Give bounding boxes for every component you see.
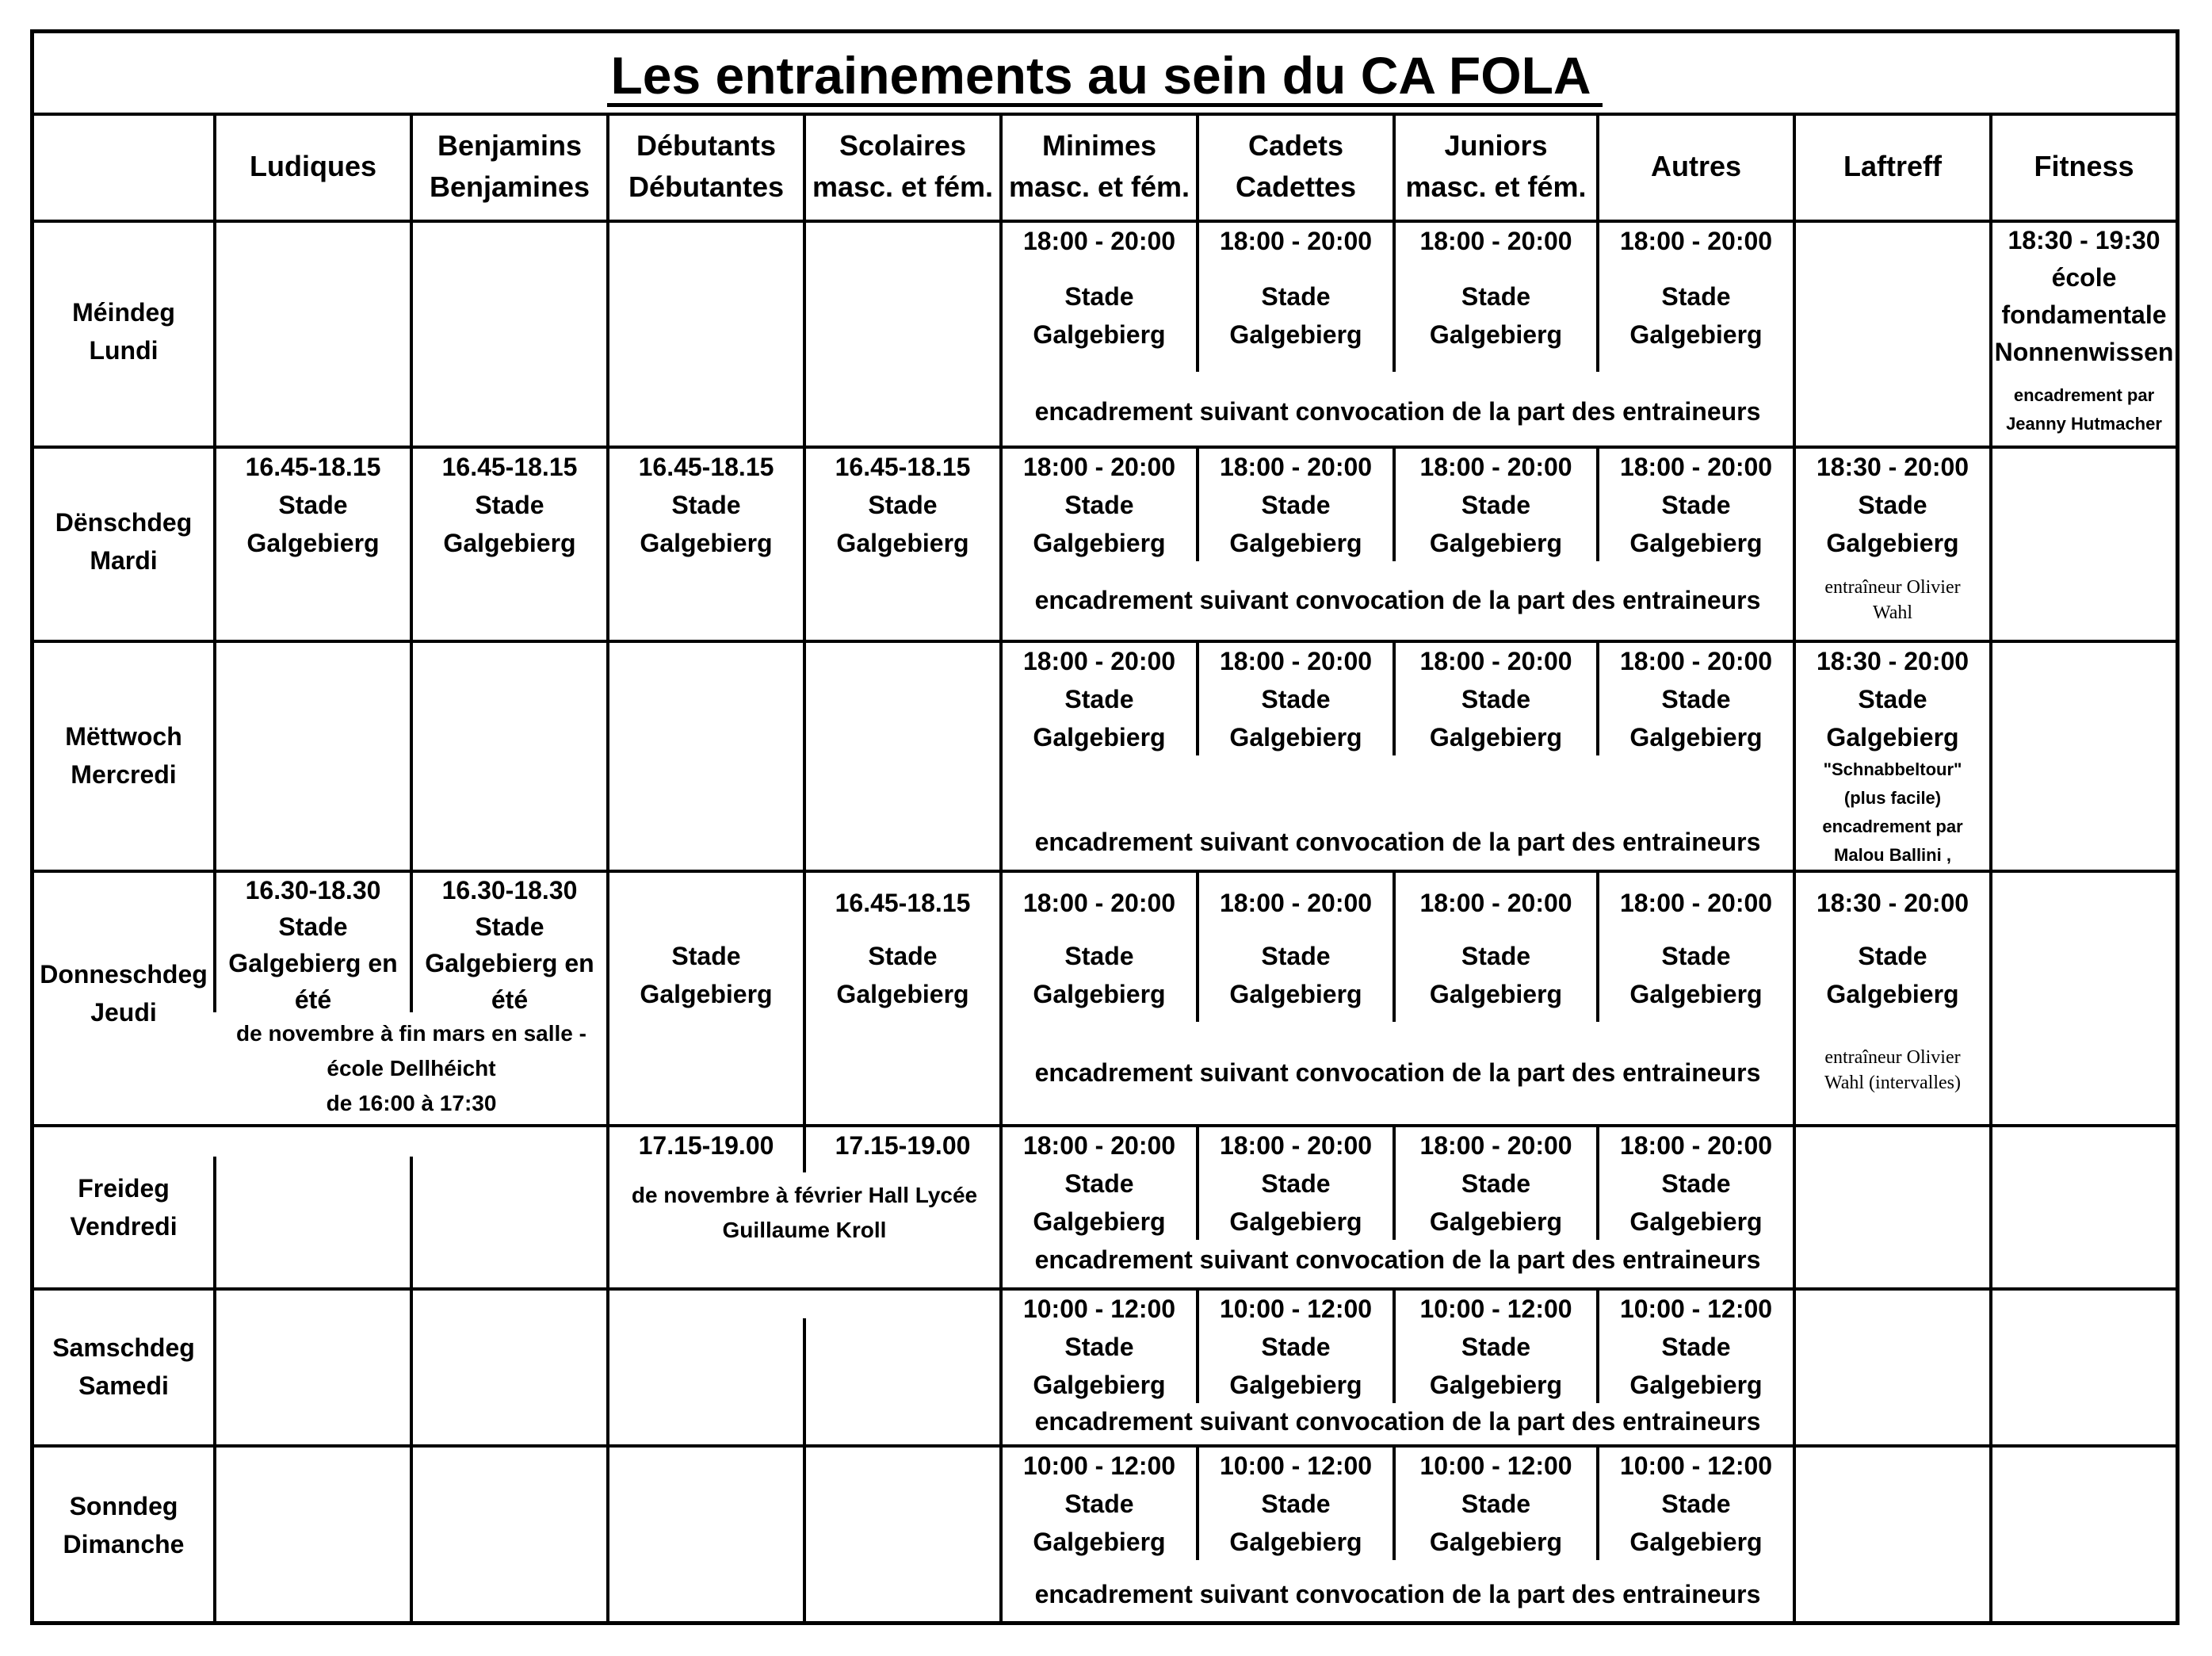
slot-place: Galgebierg xyxy=(1826,723,1959,752)
slot-place: Galgebierg xyxy=(1429,1528,1563,1556)
slot-place: Galgebierg xyxy=(1629,723,1763,752)
winter-line3: de 16:00 à 17:30 xyxy=(326,1091,497,1115)
thu-cadets xyxy=(1199,884,1393,1013)
slot-place: Galgebierg xyxy=(836,980,969,1008)
slot-stade: Stade xyxy=(1064,942,1134,970)
sun-cadets xyxy=(1199,1447,1393,1561)
slot-place: Galgebierg xyxy=(640,529,773,557)
slot-time: 18:00 - 20:00 xyxy=(1219,227,1373,255)
day-friday-fr: Vendredi xyxy=(70,1212,178,1241)
slot-place: Galgebierg xyxy=(1429,1371,1563,1399)
mon-fitness-note xyxy=(1992,381,2176,438)
slot-stade: Stade xyxy=(671,491,741,519)
slot-time: 18:00 - 20:00 xyxy=(1419,889,1572,917)
slot-stade: Stade xyxy=(1261,282,1331,311)
day-tuesday-lu: Dënschdeg xyxy=(55,508,193,537)
slot-time: 18:00 - 20:00 xyxy=(1619,889,1773,917)
col-line-1 xyxy=(213,113,216,1625)
fri-encadrement: encadrement suivant convocation de la part des entraineurs xyxy=(1034,1245,1761,1274)
fitness-note1: encadrement par xyxy=(2013,385,2155,405)
slot-stade: Stade xyxy=(1261,491,1331,519)
slot-place: Galgebierg xyxy=(1429,529,1563,557)
slot-time: 10:00 - 12:00 xyxy=(1419,1295,1572,1323)
slot-stade: Stade xyxy=(1261,1169,1331,1198)
wed-cadets xyxy=(1199,642,1393,756)
slot-place: Galgebierg xyxy=(1033,1528,1166,1556)
day-saturday-lu: Samschdeg xyxy=(52,1333,195,1362)
slot-season: été xyxy=(491,985,529,1014)
tue-encadrement: encadrement suivant convocation de la part des entraineurs xyxy=(1034,586,1761,614)
sat-autres xyxy=(1599,1290,1793,1404)
slot-time: 16.45-18.15 xyxy=(441,453,578,481)
note-line4: Malou Ballini , xyxy=(1834,845,1951,865)
slot-time: 10:00 - 12:00 xyxy=(1022,1295,1176,1323)
slot-stade: Stade xyxy=(1064,491,1134,519)
slot-stade: Stade xyxy=(278,912,348,941)
fitness-line3: Nonnenwissen xyxy=(1994,338,2174,366)
slot-stade: Stade xyxy=(1064,1333,1134,1361)
slot-stade: Stade xyxy=(1461,1490,1531,1518)
slot-stade: Stade xyxy=(1661,1169,1731,1198)
tue-laftreff xyxy=(1796,448,1989,562)
winter-line2: école Dellhéicht xyxy=(327,1056,496,1080)
tue-ludiques xyxy=(216,448,410,562)
header-scolaires-line1: Scolaires xyxy=(839,129,967,162)
slot-place: Galgebierg xyxy=(1229,529,1362,557)
slot-stade: Stade xyxy=(1661,942,1731,970)
sat-minimes xyxy=(1003,1290,1196,1404)
slot-time: 10:00 - 12:00 xyxy=(1619,1451,1773,1480)
wed-laftreff-note xyxy=(1796,755,1989,870)
day-wednesday-fr: Mercredi xyxy=(71,760,177,789)
slot-stade: Stade xyxy=(1461,1333,1531,1361)
slot-time: 18:00 - 20:00 xyxy=(1022,453,1176,481)
slot-time: 18:00 - 20:00 xyxy=(1419,1131,1572,1160)
slot-stade: Stade xyxy=(1661,1490,1731,1518)
slot-place: Galgebierg xyxy=(1033,320,1166,349)
header-cadets xyxy=(1199,125,1393,208)
fitness-line1: école xyxy=(2051,263,2117,292)
header-debutants-line1: Débutants xyxy=(636,129,776,162)
note-line3: encadrement par xyxy=(1822,817,1963,836)
slot-time: 18:00 - 20:00 xyxy=(1419,453,1572,481)
slot-place: Galgebierg xyxy=(1033,980,1166,1008)
sat-juniors xyxy=(1396,1290,1596,1404)
slot-stade: Stade xyxy=(1261,942,1331,970)
slot-stade: Stade xyxy=(868,942,938,970)
slot-place: Galgebierg xyxy=(1033,723,1166,752)
slot-time: 10:00 - 12:00 xyxy=(1022,1451,1176,1480)
slot-place: Galgebierg xyxy=(836,529,969,557)
header-cadets-line2: Cadettes xyxy=(1235,170,1357,203)
slot-stade: Stade xyxy=(1461,685,1531,713)
slot-stade: Stade xyxy=(475,491,544,519)
slot-stade: Stade xyxy=(475,912,544,941)
slot-place: Galgebierg xyxy=(1229,320,1362,349)
mon-juniors xyxy=(1396,222,1596,354)
header-juniors-line1: Juniors xyxy=(1444,129,1548,162)
col-line-3 xyxy=(606,113,609,1625)
page-title xyxy=(34,33,2176,116)
fitness-note2: Jeanny Hutmacher xyxy=(2006,414,2162,434)
fri-debutants-time: 17.15-19.00 xyxy=(638,1131,774,1160)
fri-minimes xyxy=(1003,1126,1196,1241)
sun-minimes xyxy=(1003,1447,1196,1561)
header-laftreff: Laftreff xyxy=(1843,150,1942,182)
mon-autres xyxy=(1599,222,1793,354)
slot-stade: Stade xyxy=(671,942,741,970)
day-saturday xyxy=(34,1329,213,1405)
fri-note-line2: Guillaume Kroll xyxy=(722,1218,887,1242)
mon-minimes xyxy=(1003,222,1196,354)
thu-encadrement: encadrement suivant convocation de la part des entraineurs xyxy=(1034,1058,1761,1087)
slot-stade: Stade xyxy=(1661,491,1731,519)
slot-time: 16.45-18.15 xyxy=(835,889,971,917)
slot-time: 18:00 - 20:00 xyxy=(1419,647,1572,675)
sun-autres xyxy=(1599,1447,1793,1561)
header-minimes-line1: Minimes xyxy=(1041,129,1157,162)
fri-scolaires-time: 17.15-19.00 xyxy=(835,1131,971,1160)
col-line-2 xyxy=(410,113,413,1625)
slot-stade: Stade xyxy=(1261,1490,1331,1518)
slot-stade: Stade xyxy=(278,491,348,519)
slot-time: 18:00 - 20:00 xyxy=(1022,227,1176,255)
slot-place: Galgebierg xyxy=(1229,1207,1362,1236)
coach-line1: entraîneur Olivier xyxy=(1824,1047,1961,1068)
mon-encadrement: encadrement suivant convocation de la part des entraineurs xyxy=(1034,397,1761,426)
header-benjamins xyxy=(413,125,606,208)
thu-autres xyxy=(1599,884,1793,1013)
day-wednesday-lu: Mëttwoch xyxy=(65,722,182,751)
day-monday xyxy=(34,293,213,369)
slot-place: Galgebierg en xyxy=(228,949,398,977)
thu-scolaires xyxy=(806,884,999,1013)
col-line-4 xyxy=(803,113,806,1625)
slot-stade: Stade xyxy=(1461,282,1531,311)
note-line1: "Schnabbeltour" xyxy=(1823,759,1962,779)
wed-encadrement: encadrement suivant convocation de la part des entraineurs xyxy=(1034,828,1761,856)
slot-stade: Stade xyxy=(1461,1169,1531,1198)
sun-juniors xyxy=(1396,1447,1596,1561)
slot-stade: Stade xyxy=(1661,685,1731,713)
slot-stade: Stade xyxy=(1661,282,1731,311)
header-benjamins-line2: Benjamines xyxy=(429,170,590,203)
slot-place: Galgebierg xyxy=(1629,1371,1763,1399)
sat-encadrement: encadrement suivant convocation de la part des entraineurs xyxy=(1034,1407,1761,1436)
slot-place: Galgebierg xyxy=(1033,1207,1166,1236)
header-minimes xyxy=(1003,125,1196,208)
schedule-table xyxy=(30,29,2180,1625)
sat-cadets xyxy=(1199,1290,1393,1404)
slot-time: 16.45-18.15 xyxy=(835,453,971,481)
header-fitness: Fitness xyxy=(2034,150,2134,182)
slot-stade: Stade xyxy=(1064,1490,1134,1518)
slot-time: 18:00 - 20:00 xyxy=(1219,1131,1373,1160)
thu-ludiques xyxy=(216,872,410,1018)
wed-minimes xyxy=(1003,642,1196,756)
tue-scolaires xyxy=(806,448,999,562)
slot-time: 10:00 - 12:00 xyxy=(1419,1451,1572,1480)
tue-autres xyxy=(1599,448,1793,562)
slot-time: 18:30 - 20:00 xyxy=(1816,453,1969,481)
tue-minimes xyxy=(1003,448,1196,562)
tue-laftreff-coach xyxy=(1796,575,1989,625)
slot-place: Galgebierg xyxy=(1229,980,1362,1008)
slot-place: Galgebierg xyxy=(1429,980,1563,1008)
slot-stade: Stade xyxy=(1461,491,1531,519)
slot-time: 10:00 - 12:00 xyxy=(1219,1451,1373,1480)
slot-place: Galgebierg xyxy=(246,529,380,557)
slot-time: 18:00 - 20:00 xyxy=(1619,453,1773,481)
fri-autres xyxy=(1599,1126,1793,1241)
slot-stade: Stade xyxy=(1661,1333,1731,1361)
header-scolaires xyxy=(806,125,999,208)
header-debutants-line2: Débutantes xyxy=(628,170,785,203)
thu-laftreff xyxy=(1796,884,1989,1013)
slot-season: été xyxy=(294,985,332,1014)
slot-place: Galgebierg xyxy=(1629,980,1763,1008)
slot-place: Galgebierg xyxy=(1826,980,1959,1008)
day-thursday xyxy=(34,955,213,1031)
slot-stade: Stade xyxy=(1858,685,1927,713)
slot-place: Galgebierg en xyxy=(425,949,594,977)
slot-time: 18:00 - 20:00 xyxy=(1219,647,1373,675)
header-autres: Autres xyxy=(1650,150,1742,182)
slot-stade: Stade xyxy=(868,491,938,519)
sun-encadrement: encadrement suivant convocation de la part des entraineurs xyxy=(1034,1580,1761,1608)
slot-time: 18:30 - 20:00 xyxy=(1816,647,1969,675)
slot-place: Galgebierg xyxy=(1429,320,1563,349)
day-monday-lu: Méindeg xyxy=(72,298,175,327)
day-friday xyxy=(34,1169,213,1245)
slot-place: Galgebierg xyxy=(1629,1207,1763,1236)
day-tuesday-fr: Mardi xyxy=(90,546,158,575)
title-text: Les entrainements au sein du CA FOLA xyxy=(607,49,1602,107)
fitness-line2: fondamentale xyxy=(2001,300,2167,329)
slot-time: 18:00 - 20:00 xyxy=(1022,1131,1176,1160)
fri-juniors xyxy=(1396,1126,1596,1241)
slot-stade: Stade xyxy=(1064,685,1134,713)
thu-winter-note xyxy=(216,1016,606,1121)
slot-time: 18:00 - 20:00 xyxy=(1619,1131,1773,1160)
day-sunday-lu: Sonndeg xyxy=(69,1492,178,1520)
slot-place: Galgebierg xyxy=(1033,529,1166,557)
slot-place: Galgebierg xyxy=(1629,320,1763,349)
slot-time: 10:00 - 12:00 xyxy=(1619,1295,1773,1323)
thu-minimes xyxy=(1003,884,1196,1013)
day-sunday-fr: Dimanche xyxy=(63,1530,185,1558)
slot-time: 18:00 - 20:00 xyxy=(1619,647,1773,675)
slot-place: Galgebierg xyxy=(1229,1371,1362,1399)
header-juniors xyxy=(1396,125,1596,208)
day-tuesday xyxy=(34,503,213,579)
slot-stade: Stade xyxy=(1858,491,1927,519)
slot-place: Galgebierg xyxy=(1429,1207,1563,1236)
slot-time: 18:00 - 20:00 xyxy=(1219,889,1373,917)
day-wednesday xyxy=(34,717,213,794)
header-juniors-line2: masc. et fém. xyxy=(1405,170,1587,203)
slot-place: Galgebierg xyxy=(1629,529,1763,557)
header-ludiques: Ludiques xyxy=(250,150,376,182)
wed-laftreff xyxy=(1796,642,1989,756)
slot-time: 18:00 - 20:00 xyxy=(1219,453,1373,481)
header-debutants xyxy=(609,125,803,208)
coach-line2: Wahl (intervalles) xyxy=(1824,1073,1961,1093)
slot-time: 16.30-18.30 xyxy=(245,876,381,904)
fitness-time: 18:30 - 19:30 xyxy=(2008,226,2160,254)
tue-juniors xyxy=(1396,448,1596,562)
slot-stade: Stade xyxy=(1064,282,1134,311)
wed-juniors xyxy=(1396,642,1596,756)
thu-juniors xyxy=(1396,884,1596,1013)
slot-place: Galgebierg xyxy=(443,529,576,557)
header-cadets-line1: Cadets xyxy=(1247,129,1344,162)
slot-stade: Stade xyxy=(1461,942,1531,970)
slot-place: Galgebierg xyxy=(1229,723,1362,752)
slot-place: Galgebierg xyxy=(1429,723,1563,752)
thu-debutants xyxy=(609,937,803,1013)
header-benjamins-line1: Benjamins xyxy=(437,129,583,162)
header-minimes-line2: masc. et fém. xyxy=(1008,170,1190,203)
slot-time: 16.30-18.30 xyxy=(441,876,578,904)
slot-stade: Stade xyxy=(1064,1169,1134,1198)
thu-benjamins xyxy=(413,872,606,1018)
thu-laftreff-coach xyxy=(1796,1045,1989,1096)
slot-time: 18:30 - 20:00 xyxy=(1816,889,1969,917)
slot-time: 18:00 - 20:00 xyxy=(1022,647,1176,675)
day-sunday xyxy=(34,1487,213,1563)
slot-place: Galgebierg xyxy=(640,980,773,1008)
slot-time: 10:00 - 12:00 xyxy=(1219,1295,1373,1323)
mon-cadets xyxy=(1199,222,1393,354)
fri-cadets xyxy=(1199,1126,1393,1241)
slot-time: 18:00 - 20:00 xyxy=(1022,889,1176,917)
winter-line1: de novembre à fin mars en salle - xyxy=(236,1021,586,1046)
slot-place: Galgebierg xyxy=(1826,529,1959,557)
tue-benjamins xyxy=(413,448,606,562)
slot-stade: Stade xyxy=(1261,1333,1331,1361)
slot-place: Galgebierg xyxy=(1629,1528,1763,1556)
day-thursday-fr: Jeudi xyxy=(90,998,157,1027)
slot-time: 18:00 - 20:00 xyxy=(1419,227,1572,255)
fri-winter-note xyxy=(609,1178,999,1248)
slot-place: Galgebierg xyxy=(1033,1371,1166,1399)
tue-debutants xyxy=(609,448,803,562)
note-line2: (plus facile) xyxy=(1843,788,1942,808)
mon-fitness xyxy=(1992,222,2176,371)
slot-time: 18:00 - 20:00 xyxy=(1619,227,1773,255)
tue-cadets xyxy=(1199,448,1393,562)
coach-line2: Wahl xyxy=(1872,602,1913,623)
slot-stade: Stade xyxy=(1858,942,1927,970)
wed-autres xyxy=(1599,642,1793,756)
day-saturday-fr: Samedi xyxy=(78,1371,169,1400)
header-scolaires-line2: masc. et fém. xyxy=(812,170,994,203)
slot-stade: Stade xyxy=(1261,685,1331,713)
day-monday-fr: Lundi xyxy=(89,336,159,365)
day-thursday-lu: Donneschdeg xyxy=(40,960,208,989)
day-friday-lu: Freideg xyxy=(78,1174,170,1203)
slot-place: Galgebierg xyxy=(1229,1528,1362,1556)
slot-time: 16.45-18.15 xyxy=(245,453,381,481)
fri-note-line1: de novembre à février Hall Lycée xyxy=(631,1183,978,1207)
slot-time: 16.45-18.15 xyxy=(638,453,774,481)
coach-line1: entraîneur Olivier xyxy=(1824,577,1961,598)
